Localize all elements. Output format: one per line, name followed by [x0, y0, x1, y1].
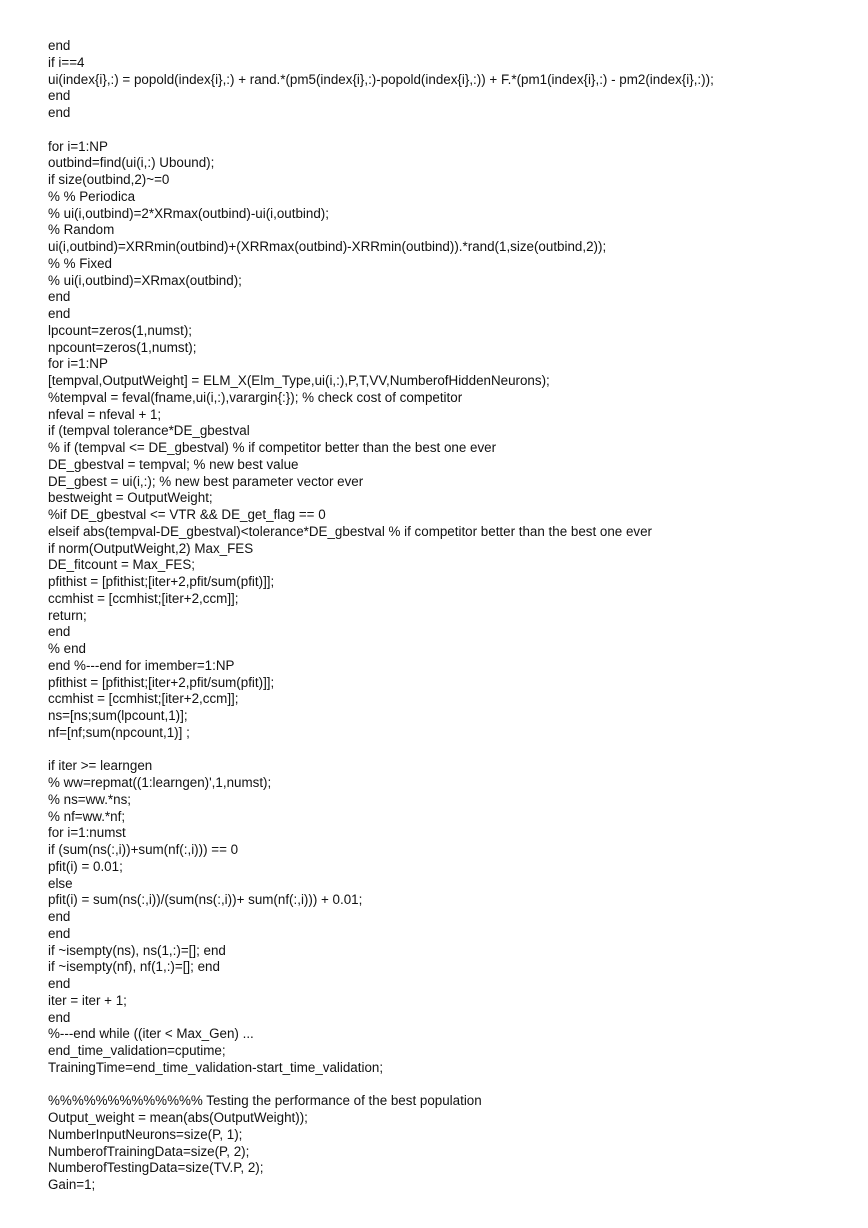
- code-line: npcount=zeros(1,numst);: [48, 339, 197, 355]
- code-line: for i=1:numst: [48, 825, 126, 841]
- code-line: nf=[nf;sum(npcount,1)] ;: [48, 724, 190, 740]
- code-line: lpcount=zeros(1,numst);: [48, 322, 193, 338]
- code-line: for i=1:NP: [48, 138, 108, 154]
- code-line: % end: [48, 641, 86, 656]
- code-line: end: [48, 38, 71, 53]
- code-line: ccmhist = [ccmhist;[iter+2,ccm]];: [48, 590, 239, 606]
- code-line: NumberInputNeurons=size(P, 1);: [48, 1126, 243, 1142]
- code-line: % nf=ww.*nf;: [48, 808, 126, 824]
- code-line: if size(outbind,2)~=0: [48, 172, 170, 187]
- code-line: pfithist = [pfithist;[iter+2,pfit/sum(pfit)]];: [48, 574, 275, 589]
- code-line: % % Periodica: [48, 188, 136, 204]
- code-line: end: [48, 976, 71, 991]
- code-line: % Random: [48, 222, 115, 238]
- code-line: NumberofTestingData=size(TV.P, 2);: [48, 1160, 264, 1176]
- code-line: ui(index{i},:) = popold(index{i},:) + rand.*(pm5(index{i},:)-popold(index{i},:)) + F.*(pm1(index{i},:) - pm2(index{i},:));: [48, 71, 714, 87]
- code-line: end: [48, 306, 71, 321]
- code-line: pfit(i) = 0.01;: [48, 858, 123, 874]
- blank-line: [48, 742, 858, 759]
- code-line: return;: [48, 607, 87, 623]
- code-line: iter = iter + 1;: [48, 992, 127, 1008]
- code-line: outbind=find(ui(i,:) Ubound);: [48, 155, 215, 171]
- code-line: end: [48, 88, 71, 104]
- code-line: ns=[ns;sum(lpcount,1)];: [48, 708, 188, 723]
- code-line: %if DE_gbestval <= VTR && DE_get_flag == 0: [48, 507, 326, 522]
- code-line: end: [48, 624, 71, 640]
- code-line: TrainingTime=end_time_validation-start_time_validation;: [48, 1059, 384, 1075]
- code-line: % ns=ww.*ns;: [48, 791, 131, 807]
- code-line: Output_weight = mean(abs(OutputWeight));: [48, 1110, 308, 1125]
- code-line: % ui(i,outbind)=2*XRmax(outbind)-ui(i,outbind);: [48, 205, 329, 221]
- code-line: if iter >= learngen: [48, 758, 153, 774]
- code-line: DE_fitcount = Max_FES;: [48, 557, 195, 573]
- code-line: if i==4: [48, 54, 85, 70]
- code-line: elseif abs(tempval-DE_gbestval)<tolerance*DE_gbestval % if competitor better than the best one ever: [48, 523, 653, 539]
- code-line: DE_gbest = ui(i,:); % new best parameter vector ever: [48, 473, 364, 489]
- code-line: ccmhist = [ccmhist;[iter+2,ccm]];: [48, 691, 239, 707]
- code-line: pfithist = [pfithist;[iter+2,pfit/sum(pfit)]];: [48, 674, 275, 690]
- code-line: %tempval = feval(fname,ui(i,:),varargin{:}); % check cost of competitor: [48, 389, 463, 405]
- code-line: if (sum(ns(:,i))+sum(nf(:,i))) == 0: [48, 842, 239, 857]
- code-line: end: [48, 1009, 71, 1025]
- code-line: if norm(OutputWeight,2) Max_FES: [48, 540, 254, 556]
- blank-line: [48, 1077, 858, 1094]
- code-line: end: [48, 925, 71, 941]
- code-line: pfit(i) = sum(ns(:,i))/(sum(ns(:,i))+ sum(nf(:,i))) + 0.01;: [48, 892, 363, 908]
- code-line: ui(i,outbind)=XRRmin(outbind)+(XRRmax(outbind)-XRRmin(outbind)).*rand(1,size(outbind,2));: [48, 239, 607, 254]
- code-line: [tempval,OutputWeight] = ELM_X(Elm_Type,ui(i,:),P,T,VV,NumberofHiddenNeurons);: [48, 373, 550, 388]
- code-line: if ~isempty(nf), nf(1,:)=[]; end: [48, 959, 220, 975]
- code-line: if ~isempty(ns), ns(1,:)=[]; end: [48, 942, 226, 958]
- code-line: nfeval = nfeval + 1;: [48, 406, 162, 422]
- code-line: % ui(i,outbind)=XRmax(outbind);: [48, 272, 242, 288]
- code-line: NumberofTrainingData=size(P, 2);: [48, 1143, 250, 1159]
- code-line: end %---end for imember=1:NP: [48, 657, 235, 673]
- code-line: bestweight = OutputWeight;: [48, 490, 213, 506]
- code-line: end: [48, 909, 71, 924]
- code-line: end: [48, 289, 71, 305]
- code-line: Gain=1;: [48, 1177, 96, 1192]
- code-line: if (tempval tolerance*DE_gbestval: [48, 423, 250, 439]
- code-line: end_time_validation=cputime;: [48, 1043, 226, 1058]
- code-line: DE_gbestval = tempval; % new best value: [48, 456, 299, 472]
- code-line: %%%%%%%%%%%%% Testing the performance of the best population: [48, 1093, 482, 1109]
- code-listing: [48, 38, 858, 1194]
- code-line: else: [48, 875, 73, 891]
- code-line: % if (tempval <= DE_gbestval) % if competitor better than the best one ever: [48, 440, 497, 455]
- code-line: for i=1:NP: [48, 356, 108, 372]
- code-line: % % Fixed: [48, 255, 112, 271]
- code-line: % ww=repmat((1:learngen)',1,numst);: [48, 775, 272, 790]
- code-line: %---end while ((iter < Max_Gen) ...: [48, 1026, 254, 1042]
- code-line: end: [48, 105, 71, 120]
- blank-line: [48, 122, 858, 139]
